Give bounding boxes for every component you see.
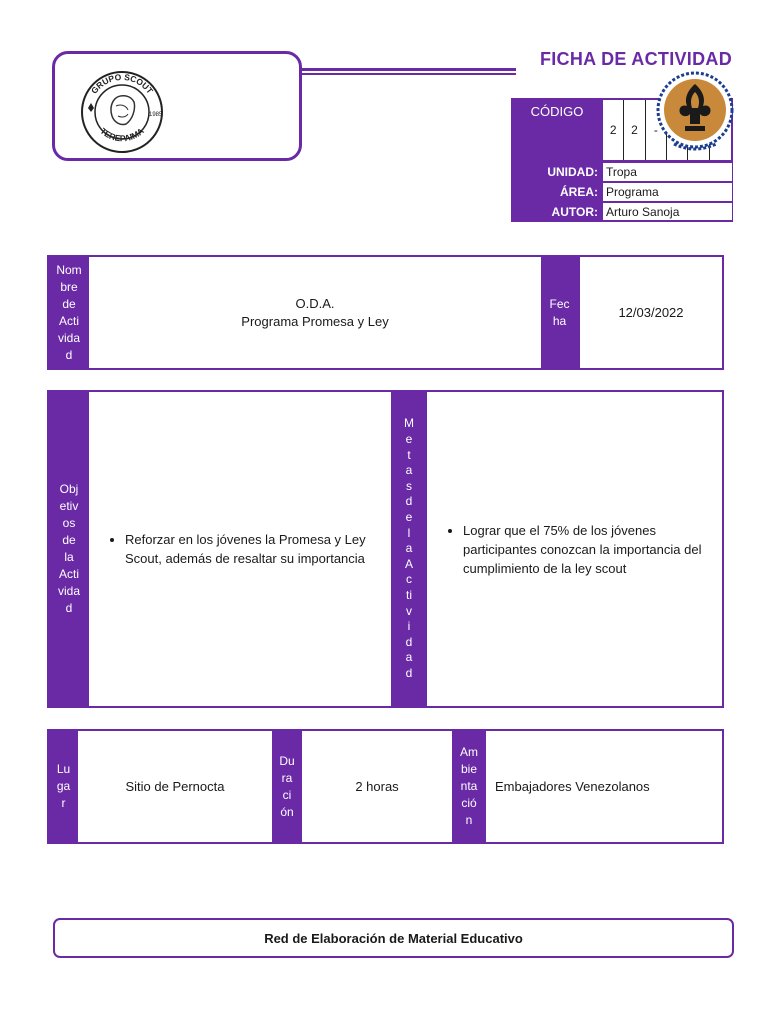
header-rule [302, 68, 516, 71]
label-line: Acti [58, 567, 79, 581]
grupo-scout-terepaima-logo [78, 70, 170, 156]
logo-text-bottom: TEREPAIMA [98, 125, 146, 144]
label-letter: d [405, 665, 413, 680]
label-letter: t [407, 447, 411, 462]
metas-list [443, 521, 710, 578]
label-letter: a [405, 650, 413, 665]
label-line: n [465, 813, 473, 827]
duracion-value: 2 horas [355, 779, 399, 794]
label-line: de [62, 296, 76, 311]
label-line: Am [460, 745, 478, 759]
label-line: bie [460, 762, 477, 776]
label-letter: l [407, 525, 411, 540]
label-letter: ti [406, 587, 412, 602]
area-label: ÁREA: [511, 182, 603, 202]
label-line: ra [281, 770, 293, 785]
fecha-label [541, 257, 578, 368]
label-line: Du [279, 753, 295, 768]
label-letter: c [406, 572, 412, 587]
codigo-digit: 2 [603, 100, 624, 160]
metas-label [391, 392, 427, 706]
label-letter: i [407, 619, 411, 634]
objetivos-list [105, 530, 385, 568]
label-letter: d [405, 634, 413, 649]
label-line: Lu [56, 762, 71, 776]
label-line: etiv [59, 499, 79, 513]
area-row [511, 182, 733, 202]
label-letter: a [405, 541, 413, 556]
duracion-label [272, 731, 302, 842]
fecha-value: 12/03/2022 [618, 305, 684, 320]
unidad-label: UNIDAD: [511, 162, 603, 182]
nombre-label [49, 257, 89, 368]
label-line: ha [552, 313, 567, 328]
footer-banner: Red de Elaboración de Material Educativo [53, 918, 734, 958]
ambientacion-value: Embajadores Venezolanos [495, 779, 650, 794]
nombre-value-line: O.D.A. [295, 295, 335, 311]
label-line: d [65, 347, 73, 362]
label-line: ci [282, 787, 292, 802]
area-value: Programa [603, 182, 733, 202]
label-letter: M [404, 416, 414, 431]
logo-year: 1985 [149, 112, 163, 118]
codigo-digit: - [646, 100, 667, 160]
label-letter: d [405, 494, 413, 509]
objetivos-label [49, 392, 89, 706]
logo-text-top: GRUPO SCOUT [88, 71, 156, 96]
list-item: • Lograr que el 75% de los jóvenes participantes conozcan la importancia del cumplimiento de la ley scout [463, 521, 710, 578]
svg-text:GRUPO SCOUT [89, 72, 156, 96]
autor-label: AUTOR: [511, 202, 603, 222]
label-line: ció [461, 796, 477, 810]
nombre-value [89, 257, 541, 368]
label-line: bre [60, 279, 78, 294]
svg-text:TEREPAIMA [98, 126, 145, 144]
codigo-label: CÓDIGO [511, 98, 603, 162]
unidad-value: Tropa [603, 162, 733, 182]
label-line: r [61, 796, 66, 810]
label-line: vida [57, 330, 80, 345]
label-line: Nom [56, 262, 82, 277]
label-line: ga [56, 779, 71, 793]
label-line: Acti [58, 313, 79, 328]
lugar-label [49, 731, 78, 842]
label-letter: A [404, 556, 413, 571]
autor-row [511, 202, 733, 222]
list-item: • Reforzar en los jóvenes la Promesa y Ley Scout, además de resaltar su importancia [125, 530, 385, 568]
unidad-row [511, 162, 733, 182]
header-rule-thin [302, 73, 516, 75]
label-line: d [65, 601, 73, 615]
label-letter: e [405, 510, 413, 525]
scouts-venezuela-emblem [654, 66, 736, 158]
lugar-value: Sitio de Pernocta [125, 779, 225, 794]
page-title: FICHA DE ACTIVIDAD [539, 49, 732, 69]
label-line: Obj [59, 482, 79, 496]
metas-value [427, 392, 722, 706]
label-line: la [64, 550, 74, 564]
ambientacion-label [452, 731, 486, 842]
label-letter: e [405, 432, 413, 447]
label-letter: a [405, 463, 413, 478]
label-letter: s [406, 478, 412, 493]
label-line: de [62, 533, 76, 547]
label-line: os [62, 516, 76, 530]
label-line: vida [57, 584, 80, 598]
autor-value: Arturo Sanoja [603, 202, 733, 222]
codigo-digit: 2 [624, 100, 645, 160]
objetivos-value [89, 392, 391, 706]
label-letter: v [406, 603, 412, 618]
label-line: nta [460, 779, 478, 793]
label-line: Fec [549, 296, 570, 311]
label-line: ón [280, 804, 294, 819]
nombre-value-line: Programa Promesa y Ley [241, 313, 389, 329]
